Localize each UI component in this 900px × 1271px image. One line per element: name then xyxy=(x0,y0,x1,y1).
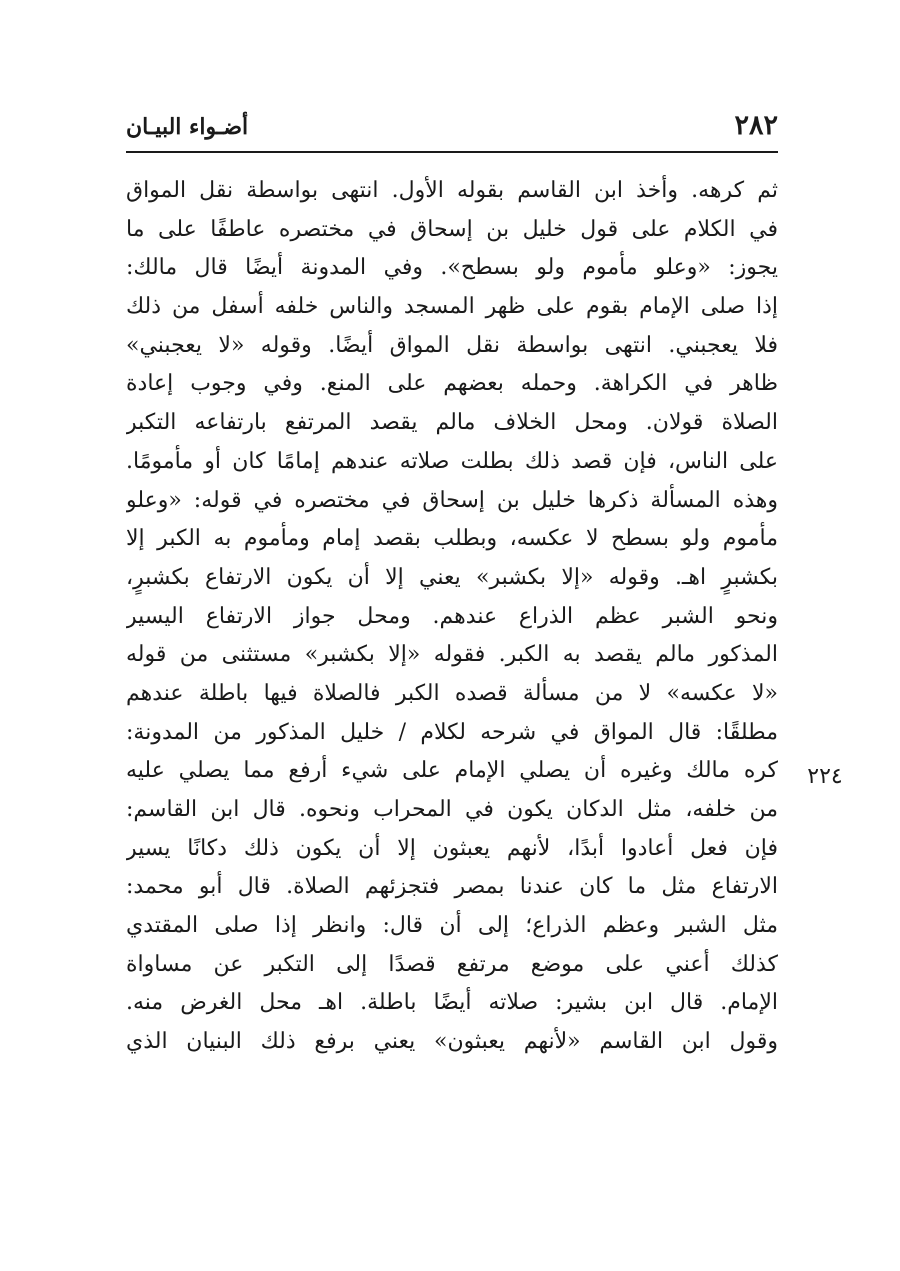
text-line: كذلك أعني على موضع مرتفع قصدًا إلى التكبر عن مساواة xyxy=(126,951,778,977)
margin-page-reference: ٢٢٤ xyxy=(807,764,843,789)
text-line: «لا عكسه» لا من مسألة قصده الكبر فالصلاة فيها باطلة عندهم xyxy=(126,680,778,706)
text-line: من خلفه، مثل الدكان يكون في المحراب ونحوه. قال ابن القاسم: xyxy=(126,797,778,822)
text-line: بكشبرٍ اهـ. وقوله «إلا بكشبر» يعني إلا أن يكون الارتفاع بكشبرٍ، xyxy=(126,564,778,590)
text-line: في الكلام على قول خليل بن إسحاق في مختصره عاطفًا على ما xyxy=(126,216,778,242)
text-line: الارتفاع مثل ما كان عندنا بمصر فتجزئهم الصلاة. قال أبو محمد: xyxy=(126,874,778,900)
text-line: الصلاة قولان. ومحل الخلاف مالم يقصد المرتفع بارتفاعه التكبر xyxy=(126,410,778,436)
text-line: إذا صلى الإمام بقوم على ظهر المسجد والناس خلفه أسفل من ذلك xyxy=(126,294,778,320)
header-rule xyxy=(126,151,778,153)
text-line: مأموم ولو بسطح لا عكسه، وبطلب بقصد إمام ومأموم به الكبر إلا xyxy=(126,526,778,552)
text-line: يجوز: «وعلو مأموم ولو بسطح». وفي المدونة أيضًا قال مالك: xyxy=(126,255,778,281)
text-line: مطلقًا: قال المواق في شرحه لكلام / خليل المذكور من المدونة: xyxy=(126,719,778,745)
text-line: فإن فعل أعادوا أبدًا، لأنهم يعبثون إلا أن يكون ذلك دكانًا يسير xyxy=(126,835,778,861)
text-line: فلا يعجبني. انتهى بواسطة نقل المواق أيضًا. وقوله «لا يعجبني» xyxy=(126,332,778,358)
text-line: الإمام. قال ابن بشير: صلاته أيضًا باطلة. اهـ محل الغرض منه. xyxy=(126,990,778,1016)
text-line: مثل الشبر وعظم الذراع؛ إلى أن قال: وانظر إذا صلى المقتدي xyxy=(126,913,778,939)
text-line: ثم كرهه. وأخذ ابن القاسم بقوله الأول. انتهى بواسطة نقل المواق xyxy=(126,178,778,203)
text-line: وقول ابن القاسم «لأنهم يعبثون» يعني برفع ذلك البنيان الذي xyxy=(126,1029,778,1055)
text-line: ونحو الشبر عظم الذراع عندهم. ومحل جواز الارتفاع اليسير xyxy=(126,603,778,629)
text-line: المذكور مالم يقصد به الكبر. فقوله «إلا بكشبر» مستثنى من قوله xyxy=(126,642,778,668)
text-line: وهذه المسألة ذكرها خليل بن إسحاق في مختصره في قوله: «وعلو xyxy=(126,487,778,513)
text-line: ظاهر في الكراهة. وحمله بعضهم على المنع. وفي وجوب إعادة xyxy=(126,371,778,397)
text-line: كره مالك وغيره أن يصلي الإمام على شيء أرفع مما يصلي عليه xyxy=(126,758,778,784)
text-line: على الناس، فإن قصد ذلك بطلت صلاته عندهم إمامًا كان أو مأمومًا. xyxy=(126,448,778,474)
body-text xyxy=(126,172,778,1062)
page-number: ٢٨٢ xyxy=(734,110,778,141)
page-header xyxy=(126,108,778,148)
running-title: أضـواء البيـان xyxy=(126,114,249,140)
